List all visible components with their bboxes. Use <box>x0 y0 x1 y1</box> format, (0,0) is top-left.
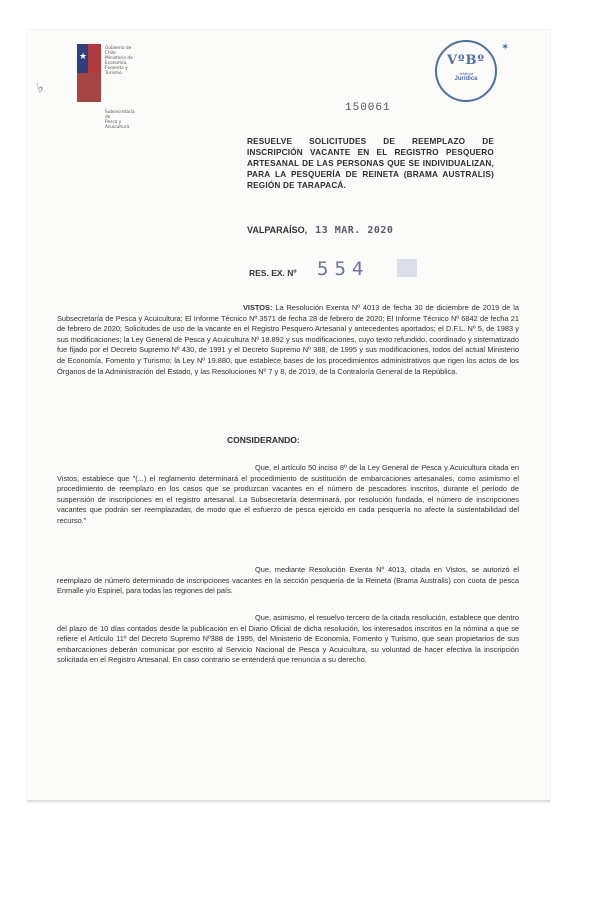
star-mark-icon: ✶ <box>501 42 510 53</box>
dateline <box>247 225 393 236</box>
approval-stamp: VºBº Jefatura Jurídica <box>435 40 497 102</box>
resolution-number: 554 <box>317 258 370 280</box>
institution-name: Gobierno de Chile Ministerio de Economía, Fomento y Turismo Subsecretaría de Pesca y Acuicultura <box>105 46 135 130</box>
date-stamp: 13 MAR. 2020 <box>315 225 394 236</box>
place: VALPARAÍSO, <box>247 225 308 235</box>
considerando-paragraph-3: Que, asimismo, el resuelvo tercero de la citada resolución, establece que dentro del plazo de 10 días contados desde la publicación en el Diario Oficial de dicha resolución, los interesados inscritos en la nómina a que se refiere el Artículo 11º del Decreto Supremo Nº388 de 1995, del Ministerio de Economía, Fomento y Turismo, que sean propietarios de sus embarcaciones deberán comunicar por escrito al Servicio Nacional de Pesca y Acuicultura, su voluntad de hacer efectiva la inscripción solicitada en el Registro Artesanal. En caso contrario se entenderá que renuncia a su derecho. <box>57 613 519 665</box>
document-title: RESUELVE SOLICITUDES DE REEMPLAZO DE INSCRIPCIÓN VACANTE EN EL REGISTRO PESQUERO ARTESANAL DE LAS PERSONAS QUE SE INDIVIDUALIZAN, PARA LA PESQUERÍA DE REINETA (BRAMA AUSTRALIS) REGIÓN DE TARAPACÁ. <box>247 137 494 190</box>
handwritten-margin-mark: ♭ <box>35 79 46 97</box>
considerando-paragraph-1: Que, el artículo 50 inciso 8º de la Ley General de Pesca y Acuicultura citada en Vistos, establece que "(...) el reglamento determinará el procedimiento de sustitución de embarcaciones artesanales, como asimismo el procedimiento de reemplazo en los casos que se produzcan vacantes en el número de pescadores inscritos, durante el período de suspensión de inscripciones en el registro artesanal. La Subsecretaría determinará, por resolución fundada, el número de inscripciones vacantes que podrán ser reemplazadas, de modo que el esfuerzo de pesca ejercido en cada pesquería no afecte la sustentabilidad del recurso." <box>57 463 519 525</box>
resolution-label: RES. EX. Nº <box>249 268 297 278</box>
government-logo <box>77 44 139 130</box>
folio-number: 150061 <box>345 102 391 114</box>
page-edge <box>27 800 550 804</box>
flag-icon: ★ <box>77 44 101 102</box>
document-page <box>27 30 550 800</box>
resolution-stamp-block <box>397 259 417 277</box>
considerando-heading: CONSIDERANDO: <box>227 435 300 445</box>
vistos-paragraph: VISTOS: La Resolución Exenta Nº 4013 de fecha 30 de diciembre de 2019 de la Subsecretaría de Pesca y Acuicultura; El Informe Técnico Nº 3571 de fecha 28 de febrero de 2020; El Informe Técnico Nº 6842 de fecha 21 de febrero de 2020; Solicitudes de uso de la vacante en el Registro Pesquero Artesanal y antecedentes aportados; el D.F.L. Nº 5, de 1983 y sus modificaciones; la Ley General de Pesca y Acuicultura Nº 18.892 y sus modificaciones, cuyo texto refundido, coordinado y sistematizado fue fijado por el Decreto Supremo Nº 430, de 1991 y el Decreto Supremo Nº 388, de 1995 y sus modificaciones, todos del actual Ministerio de Economía, Fomento y Turismo; la Ley Nº 19.880, que establece bases de los procedimientos administrativos que rigen los actos de los Órganos de la Administración del Estado, y las Resoluciones Nº 7 y 8, de 2019, de la Contraloría General de la República. <box>57 303 519 376</box>
considerando-paragraph-2: Que, mediante Resolución Exenta Nº 4013, citada en Vistos, se autorizó el reemplazo de número determinado de inscripciones vacantes en la sección pesquería de la Reineta (Brama Australis) con cuota de pesca Enmalle y/o Espinel, para todas las regiones del país. <box>57 565 519 596</box>
